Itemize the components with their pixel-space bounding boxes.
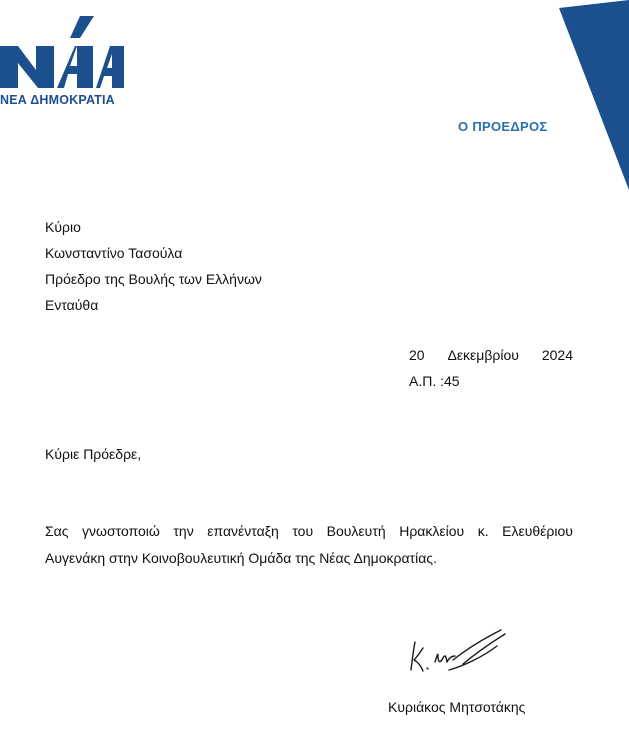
addressee-line: Κύριο xyxy=(45,219,81,235)
body-word: Ηρακλείου xyxy=(399,523,465,539)
signer-name: Κυριάκος Μητσοτάκης xyxy=(388,699,526,715)
addressee-position: Πρόεδρο της Βουλής των Ελλήνων xyxy=(45,271,262,287)
letter-body xyxy=(45,518,573,572)
date-year: 2024 xyxy=(541,347,573,363)
handwritten-signature-icon xyxy=(405,622,515,677)
office-title: Ο ΠΡΟΕΔΡΟΣ xyxy=(458,119,548,134)
body-word: κ. xyxy=(477,523,489,539)
body-word: Σας xyxy=(45,523,69,539)
body-line-2: Αυγενάκη στην Κοινοβουλευτική Ομάδα της Νέας Δημοκρατίας. xyxy=(45,550,437,566)
logo-mark xyxy=(0,8,135,98)
body-word: Ελευθέριου xyxy=(502,523,573,539)
addressee-name: Κωνσταντίνο Τασούλα xyxy=(45,245,183,261)
addressee-block xyxy=(45,214,262,318)
date-day: 20 xyxy=(409,347,425,363)
date-line xyxy=(409,342,573,368)
date-block xyxy=(409,342,573,394)
body-word: την xyxy=(173,523,194,539)
addressee-location: Ενταύθα xyxy=(45,297,99,313)
reference-number: Α.Π. :45 xyxy=(409,373,460,389)
body-word: επανένταξη xyxy=(207,523,279,539)
logo-caption: ΝΕΑ ΔΗΜΟΚΡΑΤΙΑ xyxy=(0,93,115,107)
body-word: Βουλευτή xyxy=(326,523,386,539)
salutation: Κύριε Πρόεδρε, xyxy=(45,446,142,462)
body-word: του xyxy=(292,523,314,539)
body-line-1 xyxy=(45,518,573,545)
date-month: Δεκεμβρίου xyxy=(447,347,519,363)
body-word: γνωστοποιώ xyxy=(82,523,160,539)
corner-accent-shape xyxy=(559,0,629,190)
